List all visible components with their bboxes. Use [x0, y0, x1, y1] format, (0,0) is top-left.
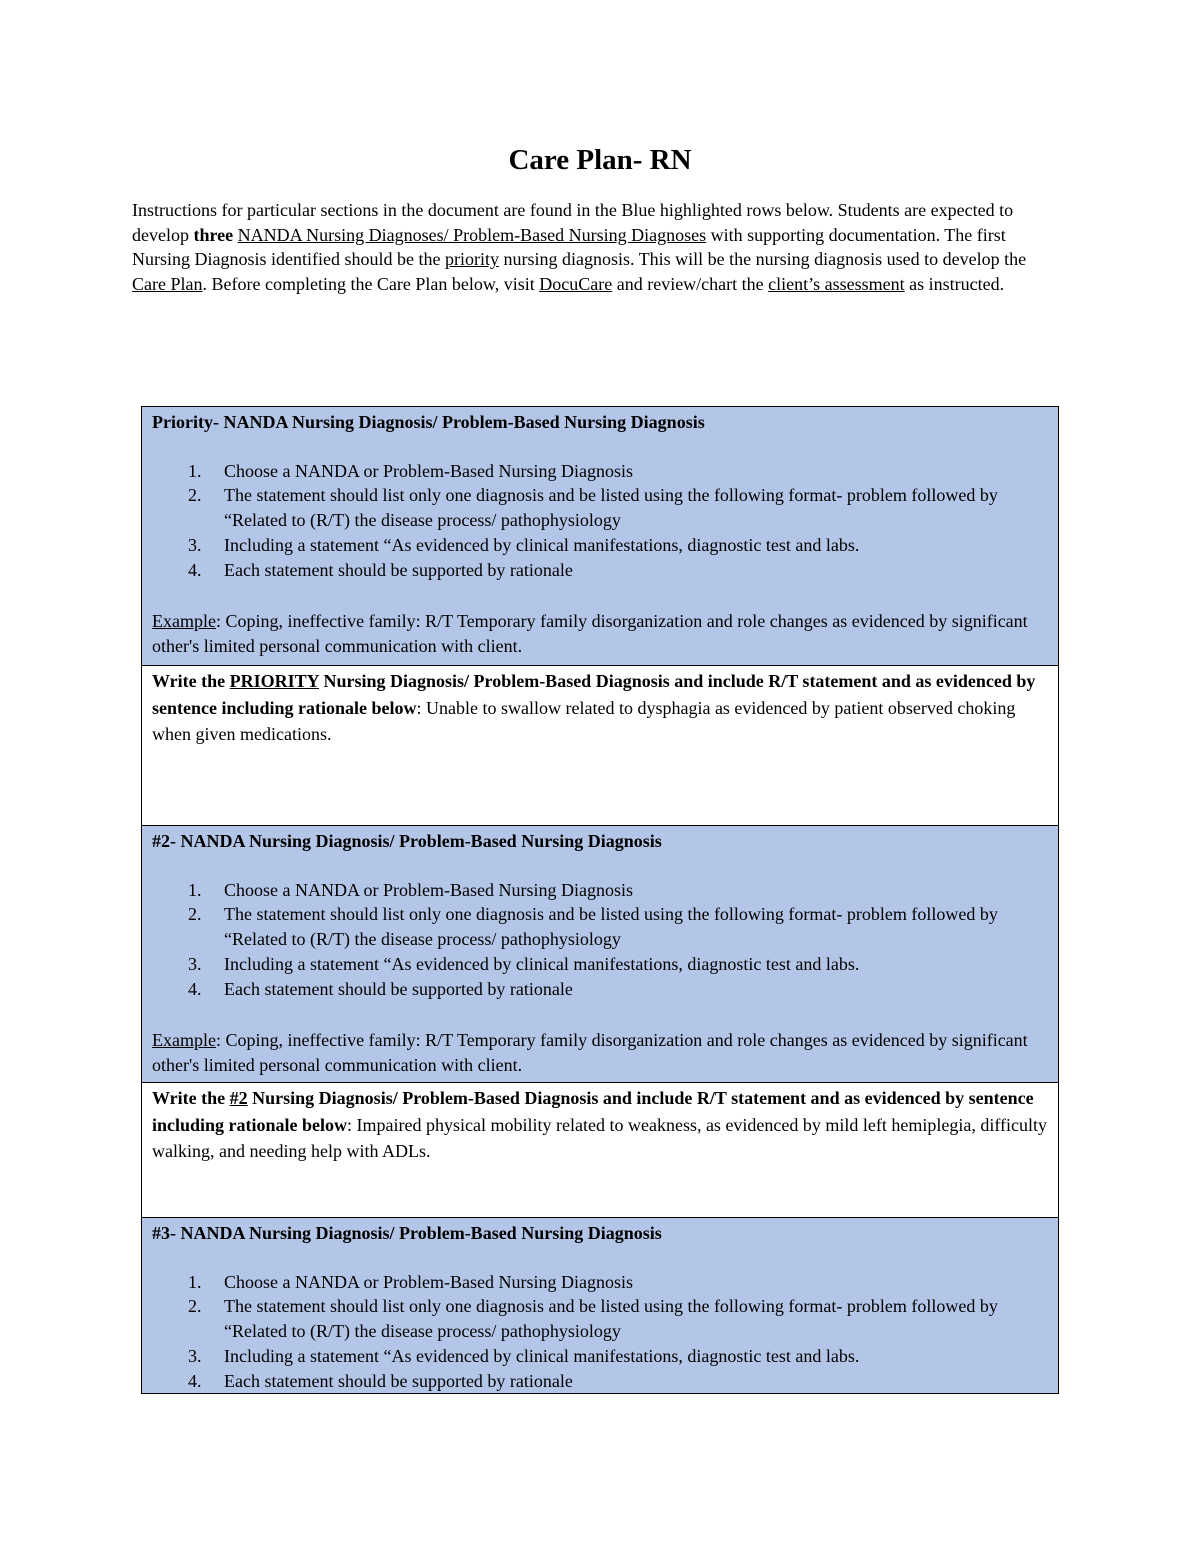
list-number: 3.	[188, 534, 202, 555]
intro-text: Instructions for particular sections in the document are found in the Blue highlighted rows below. Students are expected to develop	[132, 200, 1014, 245]
list-number: 3.	[188, 953, 202, 974]
intro-text: nursing diagnosis. This will be the nursing diagnosis used to develop the	[498, 249, 1027, 270]
list-text: Each statement should be supported by rationale	[224, 1370, 573, 1391]
answer-text	[152, 1085, 1048, 1165]
list-item	[152, 558, 1048, 583]
section-heading: #2- NANDA Nursing Diagnosis/ Problem-Based Nursing Diagnosis	[152, 831, 662, 851]
list-item	[152, 533, 1048, 558]
answer-response: Impaired physical mobility related to weakness, as evidenced by mild left hemiplegia, difficulty walking, and needing help with ADLs.	[152, 1114, 1048, 1161]
instruction-list	[152, 1270, 1048, 1394]
care-plan-table	[141, 406, 1059, 1394]
list-number: 4.	[188, 978, 202, 999]
section-heading: #3- NANDA Nursing Diagnosis/ Problem-Based Nursing Diagnosis	[152, 1223, 662, 1243]
docucare-link[interactable]: DocuCare	[539, 274, 613, 295]
list-item	[152, 902, 1048, 951]
answer-prompt: Write the	[152, 671, 230, 691]
answer-prompt-emphasis: #2	[229, 1088, 248, 1108]
priority-instructions-cell	[142, 407, 1059, 666]
list-text: Including a statement “As evidenced by clinical manifestations, diagnostic test and labs.	[224, 534, 860, 555]
priority-link[interactable]: priority	[444, 249, 499, 270]
answer-prompt-emphasis: PRIORITY	[229, 671, 319, 691]
list-text: Choose a NANDA or Problem-Based Nursing Diagnosis	[224, 879, 633, 900]
answer-response: Unable to swallow related to dysphagia as evidenced by patient observed choking when given medications.	[152, 697, 1016, 744]
intro-text: and review/chart the	[612, 274, 769, 295]
list-item	[152, 459, 1048, 484]
answer-colon: :	[347, 1114, 357, 1135]
priority-answer-cell[interactable]	[142, 666, 1059, 826]
instruction-list	[152, 878, 1048, 1002]
intro-text: as instructed.	[904, 274, 1005, 295]
answer-colon: :	[416, 697, 427, 718]
list-item	[152, 1369, 1048, 1394]
answer-prompt: Write the	[152, 1088, 230, 1108]
list-number: 1.	[188, 460, 202, 481]
answer-text	[152, 668, 1048, 748]
list-number: 1.	[188, 879, 202, 900]
list-text: Each statement should be supported by rationale	[224, 559, 573, 580]
client-assessment-link[interactable]: client’s assessment	[768, 274, 905, 295]
example-label: Example	[152, 1030, 216, 1051]
section-heading: Priority- NANDA Nursing Diagnosis/ Problem-Based Nursing Diagnosis	[152, 412, 705, 432]
list-item	[152, 483, 1048, 532]
example-body: : Coping, ineffective family: R/T Temporary family disorganization and role changes as evidenced by significant other's limited personal communication with client.	[152, 1030, 1028, 1075]
intro-paragraph	[132, 198, 1062, 297]
list-text: Choose a NANDA or Problem-Based Nursing Diagnosis	[224, 1271, 633, 1292]
diagnosis-2-answer-cell[interactable]	[142, 1083, 1059, 1218]
list-item	[152, 977, 1048, 1002]
intro-emphasis-three: three	[193, 224, 234, 245]
answer-prompt: Nursing Diagnosis/ Problem-Based Diagnosis and include R/T statement and as evidenced by sentence including rationale below	[152, 1088, 1034, 1135]
list-text: Each statement should be supported by rationale	[224, 978, 573, 999]
diagnosis-2-instructions-cell	[142, 826, 1059, 1083]
list-text: Including a statement “As evidenced by clinical manifestations, diagnostic test and labs.	[224, 1345, 860, 1366]
list-text: Including a statement “As evidenced by clinical manifestations, diagnostic test and labs.	[224, 953, 860, 974]
list-number: 2.	[188, 485, 202, 506]
example-body: : Coping, ineffective family: R/T Temporary family disorganization and role changes as evidenced by significant other's limited personal communication with client.	[152, 611, 1028, 656]
list-number: 3.	[188, 1345, 202, 1366]
intro-text: . Before completing the Care Plan below, visit	[202, 274, 540, 295]
diagnosis-2-answer-row	[142, 1083, 1059, 1218]
list-text: The statement should list only one diagnosis and be listed using the following format- problem followed by “Related to (R/T) the disease process/ pathophysiology	[224, 1296, 998, 1342]
page-title: Care Plan- RN	[508, 144, 692, 176]
answer-prompt: Nursing Diagnosis/ Problem-Based Diagnosis and include R/T statement and as evidenced by sentence including rationale below	[152, 671, 1036, 718]
list-text: The statement should list only one diagnosis and be listed using the following format- problem followed by “Related to (R/T) the disease process/ pathophysiology	[224, 485, 998, 531]
list-item	[152, 878, 1048, 903]
example-text	[152, 1028, 1048, 1077]
list-item	[152, 952, 1048, 977]
diagnosis-3-instructions-row	[142, 1218, 1059, 1394]
priority-answer-row	[142, 666, 1059, 826]
list-number: 2.	[188, 904, 202, 925]
diagnosis-3-instructions-cell	[142, 1218, 1059, 1394]
list-number: 4.	[188, 1370, 202, 1391]
list-item	[152, 1294, 1048, 1343]
list-number: 4.	[188, 559, 202, 580]
list-number: 2.	[188, 1296, 202, 1317]
example-label: Example	[152, 611, 216, 632]
priority-instructions-row	[142, 407, 1059, 666]
list-number: 1.	[188, 1271, 202, 1292]
intro-text: with supporting documentation. The first Nursing Diagnosis identified should be the	[132, 224, 1006, 270]
instruction-list	[152, 459, 1048, 583]
example-text	[152, 609, 1048, 658]
nanda-diagnoses-link[interactable]: NANDA Nursing Diagnoses/ Problem-Based Nursing Diagnoses	[237, 224, 707, 245]
list-item	[152, 1270, 1048, 1295]
diagnosis-2-instructions-row	[142, 826, 1059, 1083]
care-plan-link[interactable]: Care Plan	[132, 274, 203, 295]
list-text: The statement should list only one diagnosis and be listed using the following format- problem followed by “Related to (R/T) the disease process/ pathophysiology	[224, 904, 998, 950]
list-text: Choose a NANDA or Problem-Based Nursing Diagnosis	[224, 460, 633, 481]
list-item	[152, 1344, 1048, 1369]
